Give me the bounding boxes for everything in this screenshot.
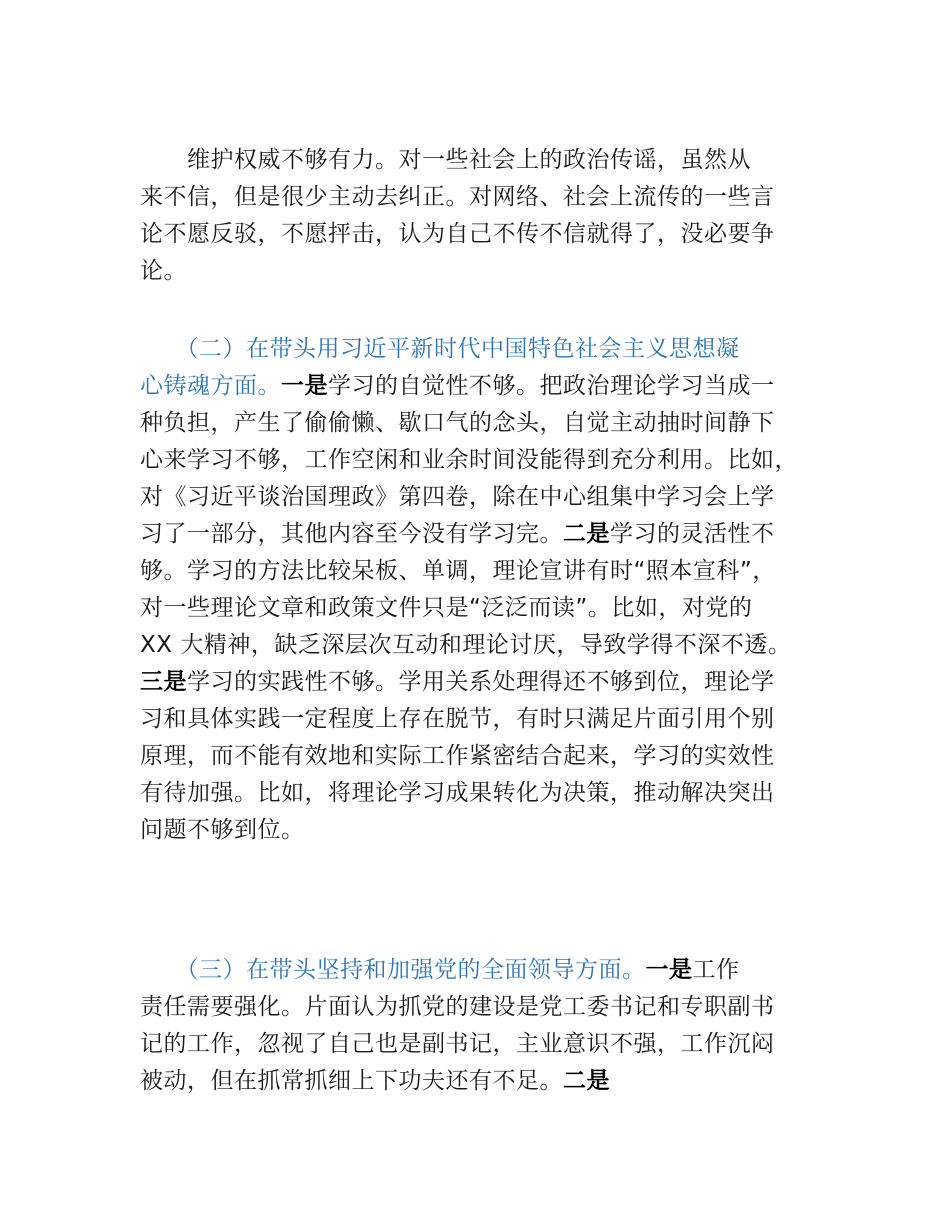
point-text-2: 学习的灵活性不 够。学习的方法比较呆板、单调，理论宣讲有时“照本宣科”， 对一些理论文章和政策文件只是“泛泛而读”。比如，对党的 XX 大精神，缺乏深层次互动和理论讨厌，导致学得不深不透。 [140, 521, 792, 658]
point-text-1: 工作 责任需要强化。片面认为抓党的建设是党工委书记和专职副书 记的工作，忽视了自己也是副书记，主业意识不强，工作沉闷 被动，但在抓常抓细上下功夫还有不足。 [140, 957, 775, 1094]
paragraph-3 [140, 952, 830, 1100]
point-marker-2: 二是 [563, 1068, 610, 1094]
section-heading-2: （二）在带头用习近平新时代中国特色社会主义思想凝 心铸魂方面。 [140, 336, 740, 399]
point-text-1: 学习的自觉性不够。把政治理论学习当成一 种负担，产生了偷偷懒、歇口气的念头，自觉主动抽时间静下 心来学习不够，工作空闲和业余时间没能得到充分利用。比如， 对《习近平谈治国理政》第四卷，除在中心组集中学习会上学 习了一部分，其他内容至今没有学习完。 [140, 373, 798, 547]
point-text-3: 学习的实践性不够。学用关系处理得还不够到位，理论学 习和具体实践一定程度上存在脱节，有时只满足片面引用个别 原理，而不能有效地和实际工作紧密结合起来，学习的实效性 有待加强。比如，将理论学习成果转化为决策，推动解决突出 问题不够到位。 [140, 669, 775, 843]
point-marker-1: 一是 [281, 373, 328, 399]
point-marker-2: 二是 [563, 521, 610, 547]
paragraph-2 [140, 331, 830, 849]
section-heading-3: （三）在带头坚持和加强党的全面领导方面。 [140, 957, 646, 983]
paragraph-1 [140, 142, 830, 290]
point-marker-1: 一是 [645, 957, 693, 983]
paragraph-text: 维护权威不够有力。对一些社会上的政治传谣，虽然从 来不信，但是很少主动去纠正。对网络、社会上流传的一些言 论不愿反驳，不愿抨击，认为自己不传不信就得了，没必要争 论。 [140, 147, 775, 284]
point-marker-3: 三是 [140, 669, 187, 695]
